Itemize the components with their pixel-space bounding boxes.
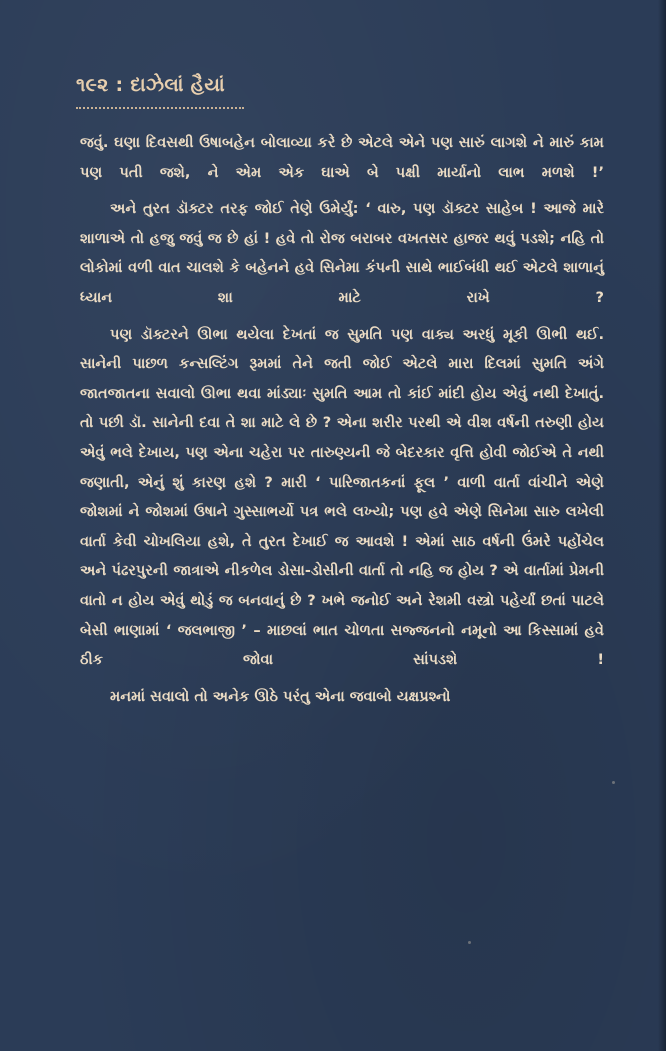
paragraph-2: અને તુરત ડૉક્ટર તરફ જોઈ તેણે ઉમેર્યું: ‘ વારુ, પણ ડૉક્ટર સાહેબ ! આજે મારે શાળાએ તો હજુ જવું જ છે હાં ! હવે તો રોજ બરાબર વખતસર હાજર થવું પડશે; નહિ તો લોકોમાં વળી વાત ચાલશે કે બહેનને હવે સિનેમા કંપની સાથે ભાઈબંધી થઈ એટલે શાળાનું ધ્યાન શા માટે રાખે ? bbox=[80, 200, 604, 306]
page-edge-shadow bbox=[658, 0, 666, 1051]
paper-speck bbox=[463, 577, 466, 580]
paragraph-1: જવું. ઘણા દિવસથી ઉષાબહેન બોલાવ્યા કરે છે એટલે એને પણ સારું લાગશે ને મારું કામ પણ પતી જશે, ને એમ એક ઘાએ બે પક્ષી માર્યાનો લાભ મળશે !’ bbox=[80, 134, 604, 181]
body-text bbox=[80, 128, 604, 711]
running-head: ૧૯૨ : દાઝેલાં હૈયાં bbox=[76, 74, 225, 96]
paragraph-4: મનમાં સવાલો તો અનેક ઊઠે પરંતુ એના જવાબો યક્ષપ્રશ્નો bbox=[110, 687, 451, 705]
paper-speck bbox=[612, 781, 615, 784]
running-head-underline bbox=[76, 103, 244, 109]
paragraph-3: પણ ડૉક્ટરને ઊભા થયેલા દેખતાં જ સુમતિ પણ વાક્ય અરધું મૂકી ઊભી થઈ. સાનેની પાછળ કન્સલ્ટિંગ રૂમમાં તેને જતી જોઈ એટલે મારા દિલમાં સુમતિ અંગે જાતજાતના સવાલો ઊભા થવા માંડ્યાઃ સુમતિ આમ તો કાંઈ માંદી હોય એવું નથી દેખાતું. તો પછી ડૉ. સાનેની દવા તે શા માટે લે છે ? એના શરીર પરથી એ વીશ વર્ષની તરુણી હોય એવું ભલે દેખાય, પણ એના ચહેરા પર તારુણ્યની જે બેદરકાર વૃત્તિ હોવી જોઈએ તે નથી જણાતી, એનું શું કારણ હશે ? મારી ‘ પારિજાતકનાં ફૂલ ’ વાળી વાર્તા વાંચીને એણે જોશમાં ને જોશમાં ઉષાને ગુસ્સાભર્યો પત્ર ભલે લખ્યો; પણ હવે એણે સિનેમા સારુ લખેલી વાર્તા કેવી ચોખલિયા હશે, તે તુરત દેખાઈ જ આવશે ! એમાં સાઠ વર્ષની ઉંમરે પહોંચેલ અને પંઢરપુરની જાત્રાએ નીકળેલ ડોસા-ડોસીની વાર્તા તો નહિ જ હોય ? એ વાર્તામાં પ્રેમની વાતો ન હોય એવું થોડું જ બનવાનું છે ? ખભે જનોઈ અને રેશમી વસ્ત્રો પહેર્યાં છતાં પાટલે બેસી ભાણામાં ‘ જલભાજી ’ – માછલાં ભાત ચોળતા સજ્જનનો નમૂનો આ કિસ્સામાં હવે ઠીક જોવા સાંપડશે ! bbox=[80, 325, 604, 669]
paper-speck bbox=[468, 941, 471, 944]
